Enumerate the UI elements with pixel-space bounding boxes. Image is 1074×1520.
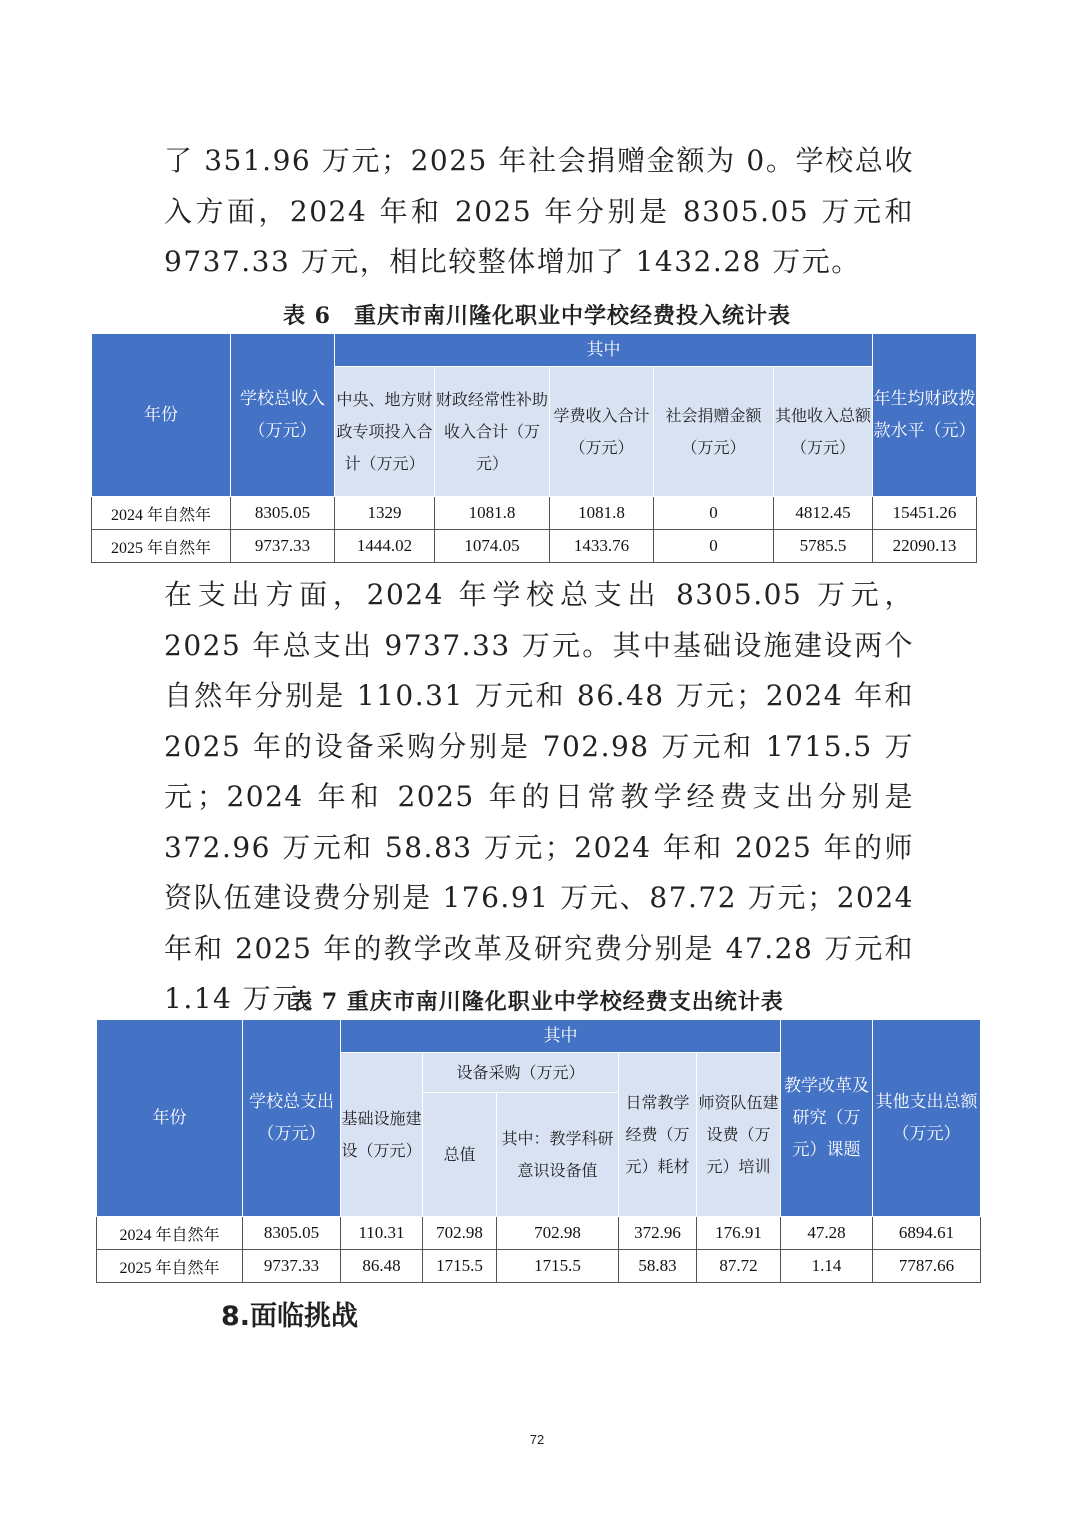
header-year: 年份	[92, 334, 231, 497]
cell: 2024 年自然年	[97, 1217, 243, 1250]
cell: 58.83	[619, 1250, 697, 1283]
header-total-expenditure: 学校总支出（万元）	[243, 1020, 341, 1217]
cell: 1081.8	[435, 497, 550, 530]
cell: 15451.26	[873, 497, 977, 530]
cell: 702.98	[423, 1217, 497, 1250]
table6-caption: 表 6 重庆市南川隆化职业中学校经费投入统计表	[283, 303, 791, 329]
cell: 6894.61	[873, 1217, 981, 1250]
cell: 110.31	[341, 1217, 423, 1250]
cell: 5785.5	[774, 530, 873, 563]
header-equipment-group: 设备采购（万元）	[423, 1053, 619, 1093]
table7-funding-expenditure	[96, 1019, 981, 1283]
header-infrastructure: 基础设施建设（万元）	[341, 1053, 423, 1217]
cell: 2025 年自然年	[92, 530, 231, 563]
table-row	[97, 1217, 981, 1250]
intro-paragraph: 了 351.96 万元；2025 年社会捐赠金额为 0。学校总收入方面，2024 年和 2025 年分别是 8305.05 万元和 9737.33 万元，相比较整体增加了 1432.28 万元。	[164, 144, 914, 278]
cell: 702.98	[497, 1217, 619, 1250]
header-equipment-total: 总值	[423, 1093, 497, 1217]
cell: 1.14	[781, 1250, 873, 1283]
header-other-income: 其他收入总额（万元）	[774, 367, 873, 497]
header-reform: 教学改革及研究（万元）课题	[781, 1020, 873, 1217]
cell: 0	[654, 530, 774, 563]
table-row	[97, 1250, 981, 1283]
table-row	[92, 497, 977, 530]
cell: 8305.05	[243, 1217, 341, 1250]
cell: 1715.5	[423, 1250, 497, 1283]
page-number: 72	[529, 1432, 545, 1447]
section-heading: 8.面临挑战	[221, 1301, 359, 1332]
expenditure-paragraph: 在支出方面，2024 年学校总支出 8305.05 万元，2025 年总支出 9737.33 万元。其中基础设施建设两个自然年分别是 110.31 万元和 86.48 万元；2024 年和 2025 年的设备采购分别是 702.98 万元和 1715.5 万元；2024 年和 2025 年的日常教学经费支出分别是 372.96 万元和 58.83 万元；2024 年和 2025 年的师资队伍建设费分别是 176.91 万元、87.72 万元；2024 年和 2025 年的教学改革及研究费分别是 47.28 万元和 1.14 万元。	[164, 578, 914, 1015]
cell: 47.28	[781, 1217, 873, 1250]
header-year: 年份	[97, 1020, 243, 1217]
header-group: 其中	[335, 334, 873, 367]
table6-funding-input	[91, 333, 977, 563]
table7-caption: 表 7 重庆市南川隆化职业中学校经费支出统计表	[290, 989, 784, 1015]
header-equipment-research: 其中：教学科研意识设备值	[497, 1093, 619, 1217]
cell: 1715.5	[497, 1250, 619, 1283]
cell: 1433.76	[550, 530, 654, 563]
cell: 2024 年自然年	[92, 497, 231, 530]
cell: 8305.05	[231, 497, 335, 530]
header-donation: 社会捐赠金额（万元）	[654, 367, 774, 497]
header-group: 其中	[341, 1020, 781, 1053]
cell: 0	[654, 497, 774, 530]
cell: 7787.66	[873, 1250, 981, 1283]
header-special-input: 中央、地方财政专项投入合计（万元）	[335, 367, 435, 497]
cell: 86.48	[341, 1250, 423, 1283]
table-row	[92, 530, 977, 563]
cell: 1444.02	[335, 530, 435, 563]
cell: 22090.13	[873, 530, 977, 563]
cell: 176.91	[697, 1217, 781, 1250]
header-staff-building: 师资队伍建设费（万元）培训	[697, 1053, 781, 1217]
header-total-income: 学校总收入（万元）	[231, 334, 335, 497]
cell: 87.72	[697, 1250, 781, 1283]
cell: 1074.05	[435, 530, 550, 563]
cell: 9737.33	[243, 1250, 341, 1283]
cell: 1081.8	[550, 497, 654, 530]
cell: 9737.33	[231, 530, 335, 563]
header-daily-teaching: 日常教学经费（万元）耗材	[619, 1053, 697, 1217]
header-subsidy: 财政经常性补助收入合计（万元）	[435, 367, 550, 497]
cell: 1329	[335, 497, 435, 530]
header-per-student: 年生均财政拨款水平（元）	[873, 334, 977, 497]
cell: 4812.45	[774, 497, 873, 530]
header-tuition: 学费收入合计（万元）	[550, 367, 654, 497]
cell: 2025 年自然年	[97, 1250, 243, 1283]
cell: 372.96	[619, 1217, 697, 1250]
header-other-expenditure: 其他支出总额（万元）	[873, 1020, 981, 1217]
